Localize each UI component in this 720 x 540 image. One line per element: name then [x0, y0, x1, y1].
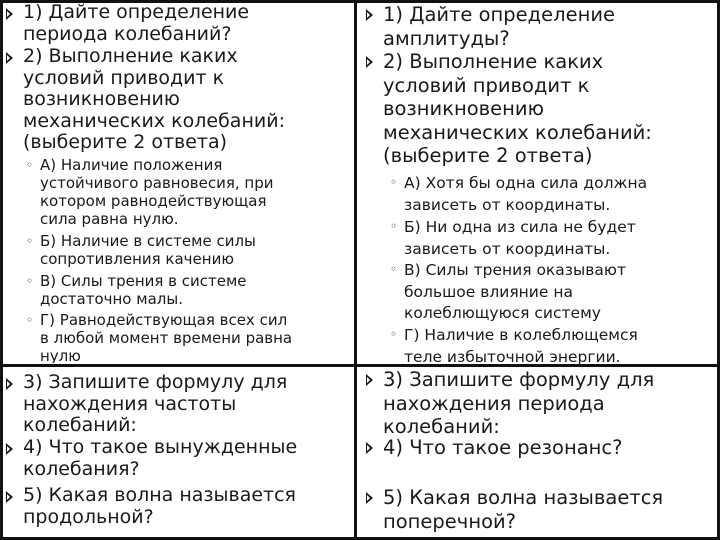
arrow-bullet-icon [6, 8, 13, 20]
question-text: 5) Какая волна называется продольной? [23, 484, 296, 528]
option-text: Г) Наличие в колеблющемся теле избыточной энергии. [404, 326, 638, 366]
option-text: В) Силы трения в системе достаточно малы. [40, 272, 247, 308]
right-question-3 [364, 368, 716, 439]
question-text: 3) Запишите формулу для нахождения частоты колебаний: [23, 371, 288, 436]
right-question-4 [364, 436, 716, 460]
option-text: А) Хотя бы одна сила должна зависеть от координаты. [404, 174, 648, 214]
option-text: Б) Наличие в системе силы сопротивления качению [40, 232, 256, 268]
question-text: 4) Что такое резонанс? [383, 436, 623, 459]
question-text: 3) Запишите формулу для нахождения периода колебаний: [383, 368, 655, 438]
arrow-bullet-icon [6, 378, 13, 390]
option-text: Г) Равнодействующая всех сил в любой момент времени равна нулю [40, 311, 293, 363]
right-question-1 [364, 3, 716, 50]
question-text: 2) Выполнение каких условий приводит к возникновению механических колебаний: (выберите 2 ответа) [23, 45, 285, 153]
option-text: Б) Ни одна из сила не будет зависеть от координаты. [404, 218, 636, 258]
right-question-5 [364, 486, 716, 533]
question-text: 5) Какая волна называется поперечной? [383, 486, 664, 533]
right-option-b [390, 217, 636, 260]
arrow-bullet-icon [6, 443, 13, 455]
grid-line-center [354, 0, 357, 540]
left-question-1 [4, 2, 342, 45]
arrow-bullet-icon [6, 491, 13, 503]
circle-bullet-icon: ◦ [390, 175, 398, 189]
left-question-3 [4, 372, 342, 437]
option-text: В) Силы трения оказывают большое влияние на колеблющуюся систему [404, 261, 626, 322]
left-option-a [26, 156, 273, 228]
right-option-a [390, 173, 647, 216]
circle-bullet-icon: ◦ [390, 327, 398, 341]
circle-bullet-icon: ◦ [26, 313, 34, 327]
left-option-d [26, 311, 292, 363]
question-text: 2) Выполнение каких условий приводит к возникновению механических колебаний: (выберите 2 ответа) [383, 50, 652, 167]
left-option-b [26, 232, 256, 268]
left-question-4 [4, 437, 342, 480]
circle-bullet-icon: ◦ [26, 234, 34, 248]
question-text: 1) Дайте определение амплитуды? [383, 3, 616, 50]
grid-line-left [0, 0, 3, 540]
left-question-5 [4, 485, 342, 528]
arrow-bullet-icon [366, 56, 373, 68]
arrow-bullet-icon [366, 374, 373, 386]
arrow-bullet-icon [366, 492, 373, 504]
left-option-c [26, 272, 247, 308]
right-question-2 [364, 50, 716, 168]
right-option-c [390, 260, 626, 325]
question-text: 1) Дайте определение периода колебаний? [23, 1, 250, 45]
question-text: 4) Что такое вынужденные колебания? [23, 436, 298, 480]
circle-bullet-icon: ◦ [26, 274, 34, 288]
circle-bullet-icon: ◦ [26, 158, 34, 172]
arrow-bullet-icon [366, 9, 373, 21]
option-text: А) Наличие положения устойчивого равновесия, при котором равнодействующая сила равна нулю. [40, 156, 274, 228]
arrow-bullet-icon [6, 52, 13, 64]
circle-bullet-icon: ◦ [390, 219, 398, 233]
arrow-bullet-icon [366, 442, 373, 454]
left-question-2 [4, 46, 342, 154]
circle-bullet-icon: ◦ [390, 262, 398, 276]
right-option-d [390, 325, 638, 368]
